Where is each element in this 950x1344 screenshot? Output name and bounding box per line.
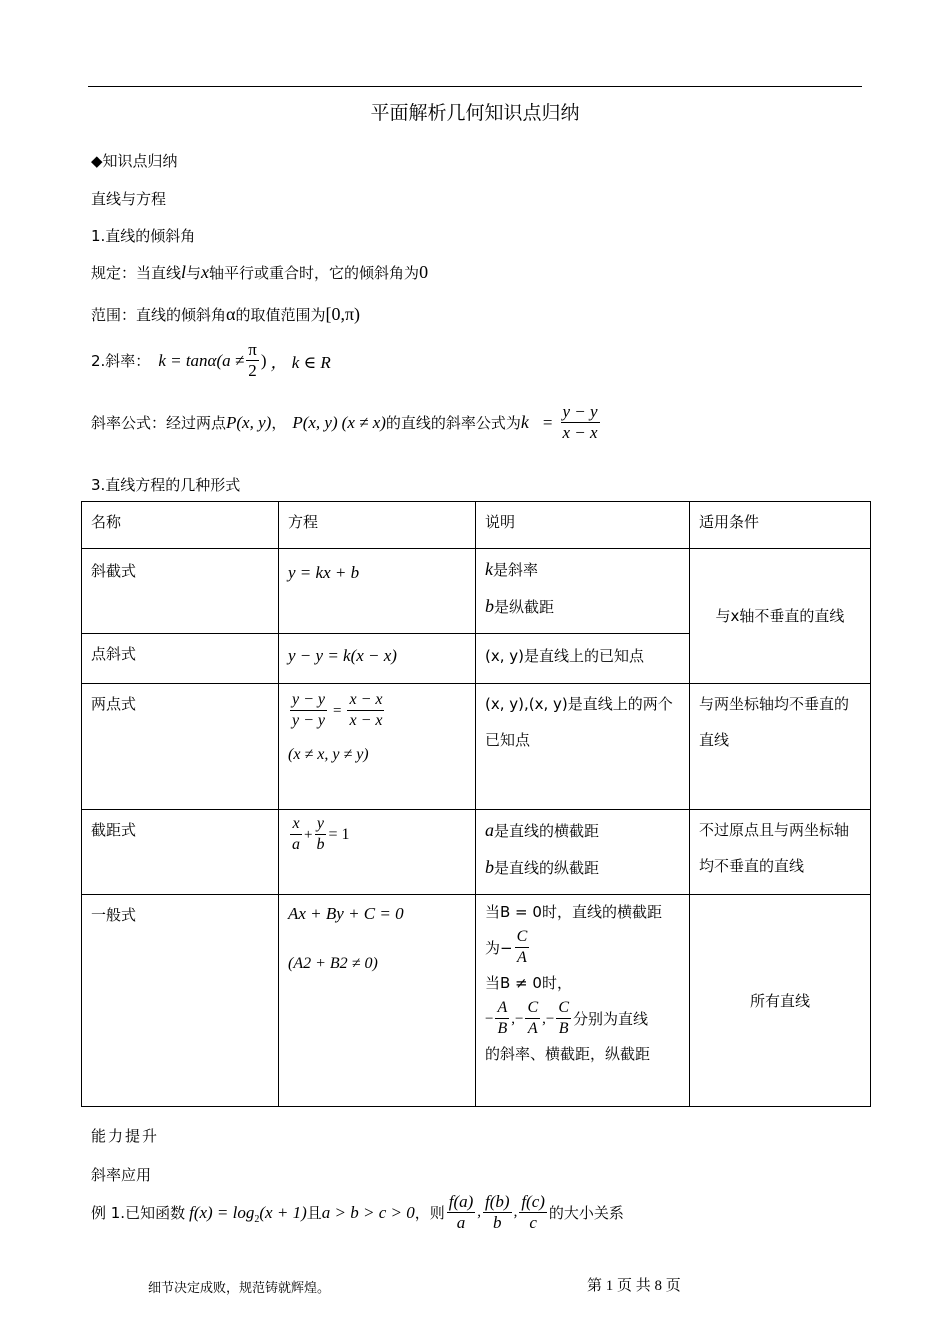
- range-interval: [0,π): [325, 304, 361, 324]
- rule-zero: 0: [419, 262, 429, 282]
- example-tail: 的大小关系: [548, 1204, 624, 1222]
- shared-condition: 与x轴不垂直的直线: [715, 607, 845, 625]
- general-eq-cond: (A2 + B2 ≠ 0): [288, 955, 378, 972]
- range-prefix: 范围：直线的倾斜角: [91, 306, 227, 324]
- desc-b2: b: [485, 857, 494, 877]
- rule-l: l: [181, 262, 187, 282]
- intercept-x: x: [290, 814, 301, 835]
- example-and: 且: [306, 1204, 322, 1222]
- general-a-over-b: [495, 998, 509, 1039]
- slope-fraction-num: y − y: [562, 402, 598, 421]
- rule-mid: 与: [186, 264, 202, 282]
- two-point-left-num: y − y: [290, 690, 327, 711]
- row-two-point-cond: 与两坐标轴均不垂直的直线: [690, 684, 871, 810]
- table-row: [82, 810, 871, 895]
- general-eq: Ax + By + C = 0: [288, 904, 404, 923]
- desc-k-text: 是斜率: [493, 561, 539, 579]
- point-p2: P(x, y): [292, 412, 338, 432]
- row-point-slope-desc: (x, y)是直线上的已知点: [485, 647, 644, 665]
- row-two-point-eq: [279, 684, 476, 810]
- inclination-rule: [91, 262, 428, 283]
- inclination-range: [91, 304, 360, 325]
- row-two-point-desc: (x, y),(x, y)是直线上的两个已知点: [476, 684, 690, 810]
- slope-mid: 的直线的斜率公式为: [385, 414, 521, 432]
- desc-b2-text: 是直线的纵截距: [494, 859, 600, 877]
- two-point-left-frac: [290, 690, 327, 731]
- general-frac2-num: C: [525, 998, 540, 1019]
- desc-a-text: 是直线的横截距: [494, 822, 600, 840]
- two-point-right-den: x − x: [349, 712, 383, 729]
- slope-formula-right: ): [260, 350, 267, 370]
- table-row: [82, 549, 871, 634]
- general-desc-2-prefix: 为−: [485, 938, 513, 957]
- header-name: 名称: [82, 502, 279, 549]
- slope-prefix: 斜率公式：经过两点: [91, 414, 227, 432]
- row-intercept-name: 截距式: [82, 810, 279, 895]
- two-point-left-den: y − y: [292, 712, 325, 729]
- general-c-over-a-2: [525, 998, 540, 1039]
- general-c: C: [515, 927, 530, 948]
- row-general-cond: 所有直线: [690, 895, 871, 1107]
- example-a: a: [456, 1213, 466, 1232]
- general-desc-1: 当B = 0时，直线的横截距: [485, 903, 662, 921]
- intercept-rhs: = 1: [328, 825, 350, 843]
- intercept-x-frac: [290, 814, 302, 855]
- rule-prefix: 规定：当直线: [91, 264, 182, 282]
- item-1-heading: 1.直线的倾斜角: [91, 227, 196, 245]
- intercept-a: a: [292, 836, 300, 853]
- slope-formula-left: k = tanα(a ≠: [158, 350, 245, 370]
- general-desc-5: 的斜率、横截距，纵截距: [485, 1045, 651, 1063]
- two-point-eq-sign: =: [333, 702, 342, 719]
- page-title: 平面解析几何知识点归纳: [370, 102, 580, 124]
- example-fa: f(a): [448, 1192, 474, 1211]
- point-p1: P(x, y): [226, 412, 272, 432]
- example-cond: a > b > c > 0: [321, 1202, 415, 1222]
- row-slope-intercept-name: 斜截式: [82, 549, 279, 634]
- example-arg: (x + 1): [259, 1202, 307, 1222]
- row-point-slope-name: 点斜式: [82, 634, 279, 684]
- row-slope-intercept-eq: y = kx + b: [288, 563, 360, 582]
- general-frac1-num: A: [495, 998, 509, 1019]
- slope-fraction-den: x − x: [562, 423, 598, 442]
- slope-fraction: [561, 402, 600, 443]
- footer-motto: 细节决定成败，规范铸就辉煌。: [148, 1280, 331, 1295]
- row-general-eq: [279, 895, 476, 1107]
- section-line-equation: 直线与方程: [91, 190, 167, 208]
- item-3-heading: 3.直线方程的几种形式: [91, 476, 241, 494]
- footer-page-number: 第 1 页 共 8 页: [587, 1278, 681, 1294]
- slope-x-cond: (x ≠ x): [341, 412, 386, 432]
- row-general-name: 一般式: [82, 895, 279, 1107]
- slope-application-heading: 斜率应用: [91, 1166, 152, 1184]
- slope-sep: ，: [271, 414, 287, 432]
- general-desc-4-tail: 分别为直线: [573, 1009, 649, 1028]
- general-a: A: [517, 949, 527, 966]
- rule-x: x: [201, 262, 210, 282]
- general-frac2-den: A: [527, 1020, 538, 1037]
- slope-eq: =: [542, 412, 553, 432]
- intercept-y: y: [315, 814, 326, 835]
- row-two-point-name: 两点式: [82, 684, 279, 810]
- slope-k: k: [520, 412, 529, 432]
- intercept-plus: +: [304, 826, 313, 843]
- example-c: c: [529, 1213, 537, 1232]
- two-point-right-frac: [347, 690, 384, 731]
- row-general-desc: 当B = 0时，直线的横截距 为− $\frac{C}{A}$ 当B ≠ 0时， − $\frac{A}{B}$ ,− $\frac{C}{A}$ ,− $\frac{C}{B}$ 分别为直线 的斜率、横截距，纵截距: [476, 895, 690, 1107]
- table-row: [82, 895, 871, 1107]
- header-condition: 适用条件: [690, 502, 871, 549]
- example-frac-c: [519, 1192, 547, 1233]
- shared-condition-cell: [690, 549, 871, 684]
- example-frac-a: [447, 1192, 476, 1233]
- intercept-y-frac: [314, 814, 326, 855]
- row-point-slope-eq: y − y = k(x − x): [288, 646, 397, 665]
- range-mid: 的取值范围为: [235, 306, 326, 324]
- example-prefix: 例 1.已知函数: [91, 1204, 186, 1222]
- example-fb: f(b): [485, 1192, 510, 1211]
- header-equation: 方程: [279, 502, 476, 549]
- header-rule: [88, 86, 862, 87]
- desc-k: k: [485, 559, 493, 579]
- example-b: b: [493, 1213, 502, 1232]
- slope-definition: [91, 340, 331, 381]
- slope-formula-line: [91, 402, 602, 443]
- range-alpha: α: [226, 304, 236, 324]
- example-frac-b: [483, 1192, 512, 1233]
- row-intercept-eq: [279, 810, 476, 895]
- general-frac3-den: B: [558, 1020, 569, 1037]
- example-fc: f(c): [521, 1192, 545, 1211]
- row-slope-intercept-desc: [476, 549, 690, 634]
- two-point-right-num: x − x: [347, 690, 384, 711]
- desc-b-text: 是纵截距: [494, 598, 555, 616]
- row-intercept-desc: [476, 810, 690, 895]
- example-log-base: 2: [254, 1214, 260, 1225]
- desc-b: b: [485, 596, 494, 616]
- line-equation-table: [81, 501, 871, 1107]
- slope-condition: ， k ∈ R: [270, 353, 331, 372]
- item-2-label: 2.斜率：: [91, 352, 151, 370]
- example-1: 例 1.已知函数 f(x) = log 2 (x + 1) 且 a > b > c > 0 ，则 $\frac{f(a)}{a}$ , $\frac{f(b)}{b}$ , $\frac{f(c)}{c}$ 的大小关系: [91, 1192, 624, 1232]
- row-intercept-cond: 不过原点且与两坐标轴均不垂直的直线: [690, 810, 871, 895]
- desc-a: a: [485, 820, 494, 840]
- general-frac1-den: B: [497, 1020, 508, 1037]
- table-header-row: [82, 502, 871, 549]
- pi-den: 2: [248, 361, 257, 380]
- general-c-over-a: [515, 927, 530, 968]
- general-c-over-b: [556, 998, 571, 1039]
- table-row: [82, 684, 871, 810]
- knowledge-heading: ◆知识点归纳: [91, 152, 178, 170]
- example-func: f(x) = log: [189, 1202, 255, 1222]
- example-then: ，则: [414, 1204, 445, 1222]
- general-frac3-num: C: [556, 998, 571, 1019]
- general-desc-3: 当B ≠ 0时，: [485, 974, 572, 992]
- header-description: 说明: [476, 502, 690, 549]
- rule-suffix: 轴平行或重合时，它的倾斜角为: [209, 264, 420, 282]
- two-point-cond: (x ≠ x, y ≠ y): [288, 746, 369, 763]
- pi-over-two: [246, 340, 259, 381]
- pi-num: π: [248, 340, 257, 359]
- ability-heading: 能力提升: [91, 1127, 160, 1145]
- intercept-b: b: [316, 836, 325, 853]
